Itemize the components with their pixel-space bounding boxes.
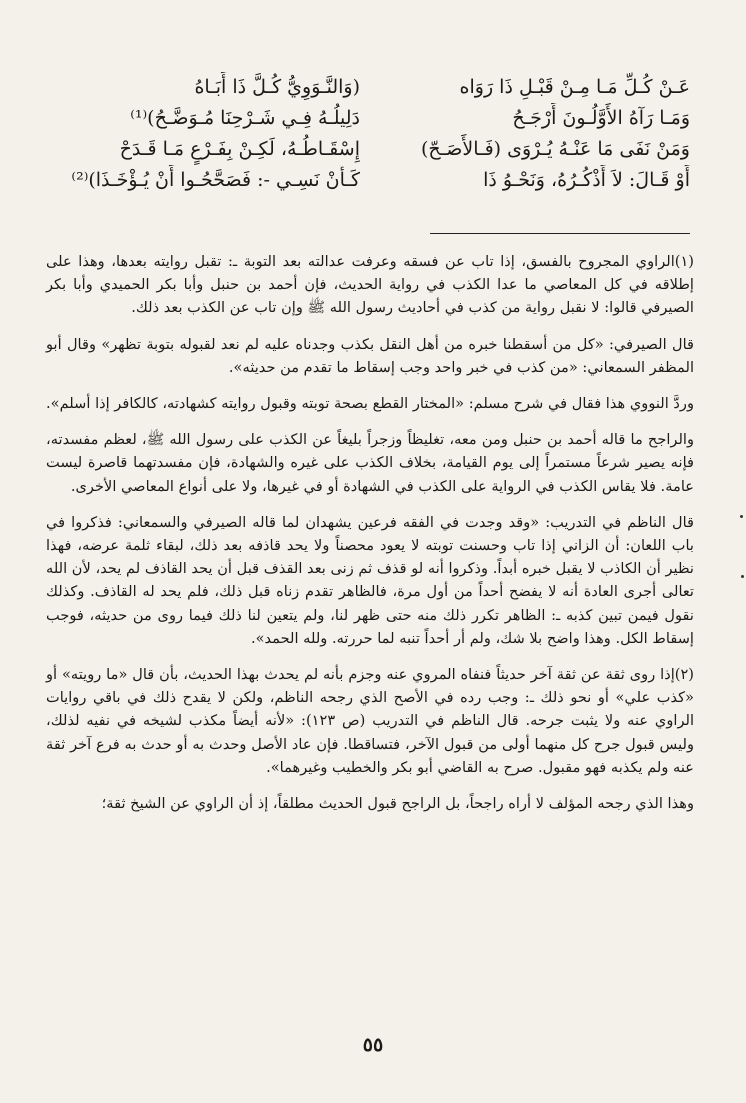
verse-first-hemistich: عَـنْ كُـلِّ مَـا مِـنْ قَبْـلِ ذَا رَوَاه <box>459 76 690 98</box>
verse-second-hemistich: كَـأَنْ نَسِـي -: فَصَحَّحُـوا أَنْ يُـؤْخَـذَا)⁽²⁾ <box>71 169 360 191</box>
verse-line <box>70 134 690 165</box>
verse-line <box>70 165 690 196</box>
footnote-paragraph: وهذا الذي رجحه المؤلف لا أراه راجحاً، بل الراجح قبول الحديث مطلقاً، إذ أن الراوي عن الشيخ ثقة؛ <box>101 795 694 813</box>
verse-first-hemistich: وَمَنْ نَفَى مَا عَنْـهُ يُـرْوَى (فَـالأَصَـحّ) <box>421 138 690 160</box>
footnote-paragraph: (١)الراوي المجروح بالفسق، إذا تاب عن فسقه وعرفت عدالته بعد التوبة ـ: تقبل روايته بعدها، وهذا على إطلاقه في كل المعاصي ما عدا الكذب في رواية الحديث، فإن أحمد بن حنبل وأبا بكر الحميدي وأبا بكر الصيرفي قالوا: لا نقبل رواية من كذب في أحاديث رسول الله ﷺ وإن تاب عن الكذب بعد ذلك. <box>46 253 694 317</box>
verse-second-hemistich: (وَالنَّـوَوِيُّ كُـلَّ ذَا أَبَـاهُ <box>194 76 360 98</box>
verse-first-hemistich: أَوْ قَـالَ: لاَ أَذْكُـرُهُ، وَنَحْـوُ ذَا <box>483 169 690 191</box>
verse-second-hemistich: إِسْقَـاطُـهُ، لَكِـنْ بِفَـرْعٍ مَـا قَـدَحْ <box>119 138 360 160</box>
footnote-paragraph: وردَّ النووي هذا فقال في شرح مسلم: «المختار القطع بصحة توبته وقبول روايته كشهادته، كالكافر إذا أسلم». <box>46 395 694 413</box>
verse-first-hemistich: وَمَـا رَآهُ الأَوَّلُـونَ أَرْجَـحُ <box>512 107 690 129</box>
footnote-paragraph: (٢)إذا روى ثقة عن ثقة آخر حديثاً فنفاه المروي عنه وجزم بأنه لم يحدث بهذا الحديث، بأن قال «ما رويته» أو «كذب علي» أو نحو ذلك ـ: وجب رده في الأصح الذي رجحه الناظم، ولكن لا يقدح ذلك في باقي روايات الراوي عنه ولا يثبت جرحه. قال الناظم في التدريب (ص ١٢٣): «لأنه أيضاً مكذب لشيخه في نفيه لذلك، وليس قبول جرح كل منهما أولى من قبول الآخر، فتساقطا. فإن عاد الأصل وحدث به أو حدث به فرع آخر ثقة عنه ولم يكذبه فهو مقبول. صرح به القاضي أبو بكر والخطيب وغيرهما». <box>46 666 695 776</box>
poem-verses <box>70 72 690 196</box>
verse-line <box>70 103 690 134</box>
page-number: ٥٥ <box>362 1034 384 1056</box>
footnote-paragraph: قال الصيرفي: «كل من أسقطنا خبره من أهل النقل بكذب وجدناه عليه لم نعد لقبوله بتوبة تظهر» وقال أبو المظفر السمعاني: «من كذب في خبر واحد وجب إسقاط ما تقدم من حديثه». <box>46 335 694 376</box>
footnote-paragraph: قال الناظم في التدريب: «وقد وجدت في الفقه فرعين يشهدان لما قاله الصيرفي والسمعاني: فذكروا في باب اللعان: أن الزاني إذا تاب وحسنت توبته لا يعود محصناً ولا يحد قاذفه بعد ذلك، لبقاء ثلمة عرضه، فهذا نظير أن الكاذب لا يقبل خبره أبداً. وذكروا أنه لو قذف ثم زنى بعد القذف قبل أن يحد القاذف لم يحد، لأن الله تعالى أجرى العادة أنه لا يفضح أحداً من أول مرة، فالظاهر تقدم زناه قبل ذلك، فلم يحد له القاذف. وكذلك نقول فيمن تبين كذبه ـ: الظاهر تكرر ذلك منه حتى ظهر لنا، ولم يتعين لنا ذلك فيما روى من حديثه، فوجب إسقاط الكل. وهذا واضح بلا شك، ولم أر أحداً تنبه لما حررته. ولله الحمد». <box>46 513 694 647</box>
verse-second-hemistich: دَلِيلُـهُ فِـي شَـرْحِنَا مُـوَضَّـحُ)⁽¹⁾ <box>130 107 360 129</box>
footnote-paragraph: والراجح ما قاله أحمد بن حنبل ومن معه، تغليظاً وزجراً بليغاً عن الكذب على رسول الله ﷺ، لعظم مفسدته، فإنه يصير شرعاً مستمراً إلى يوم القيامة، بخلاف الكذب على غيره والشهادة، فإن مفسدتهما قاصرة ليست عامة. فلا يقاس الكذب في الرواية على الكذب في الشهادة أو في غيرها، ولا على أنواع المعاصي الأخرى. <box>46 431 694 495</box>
verse-line <box>70 72 690 103</box>
scan-speck <box>741 575 744 578</box>
footnote-separator <box>430 233 690 234</box>
scan-speck <box>740 515 743 518</box>
footnotes <box>46 250 694 828</box>
